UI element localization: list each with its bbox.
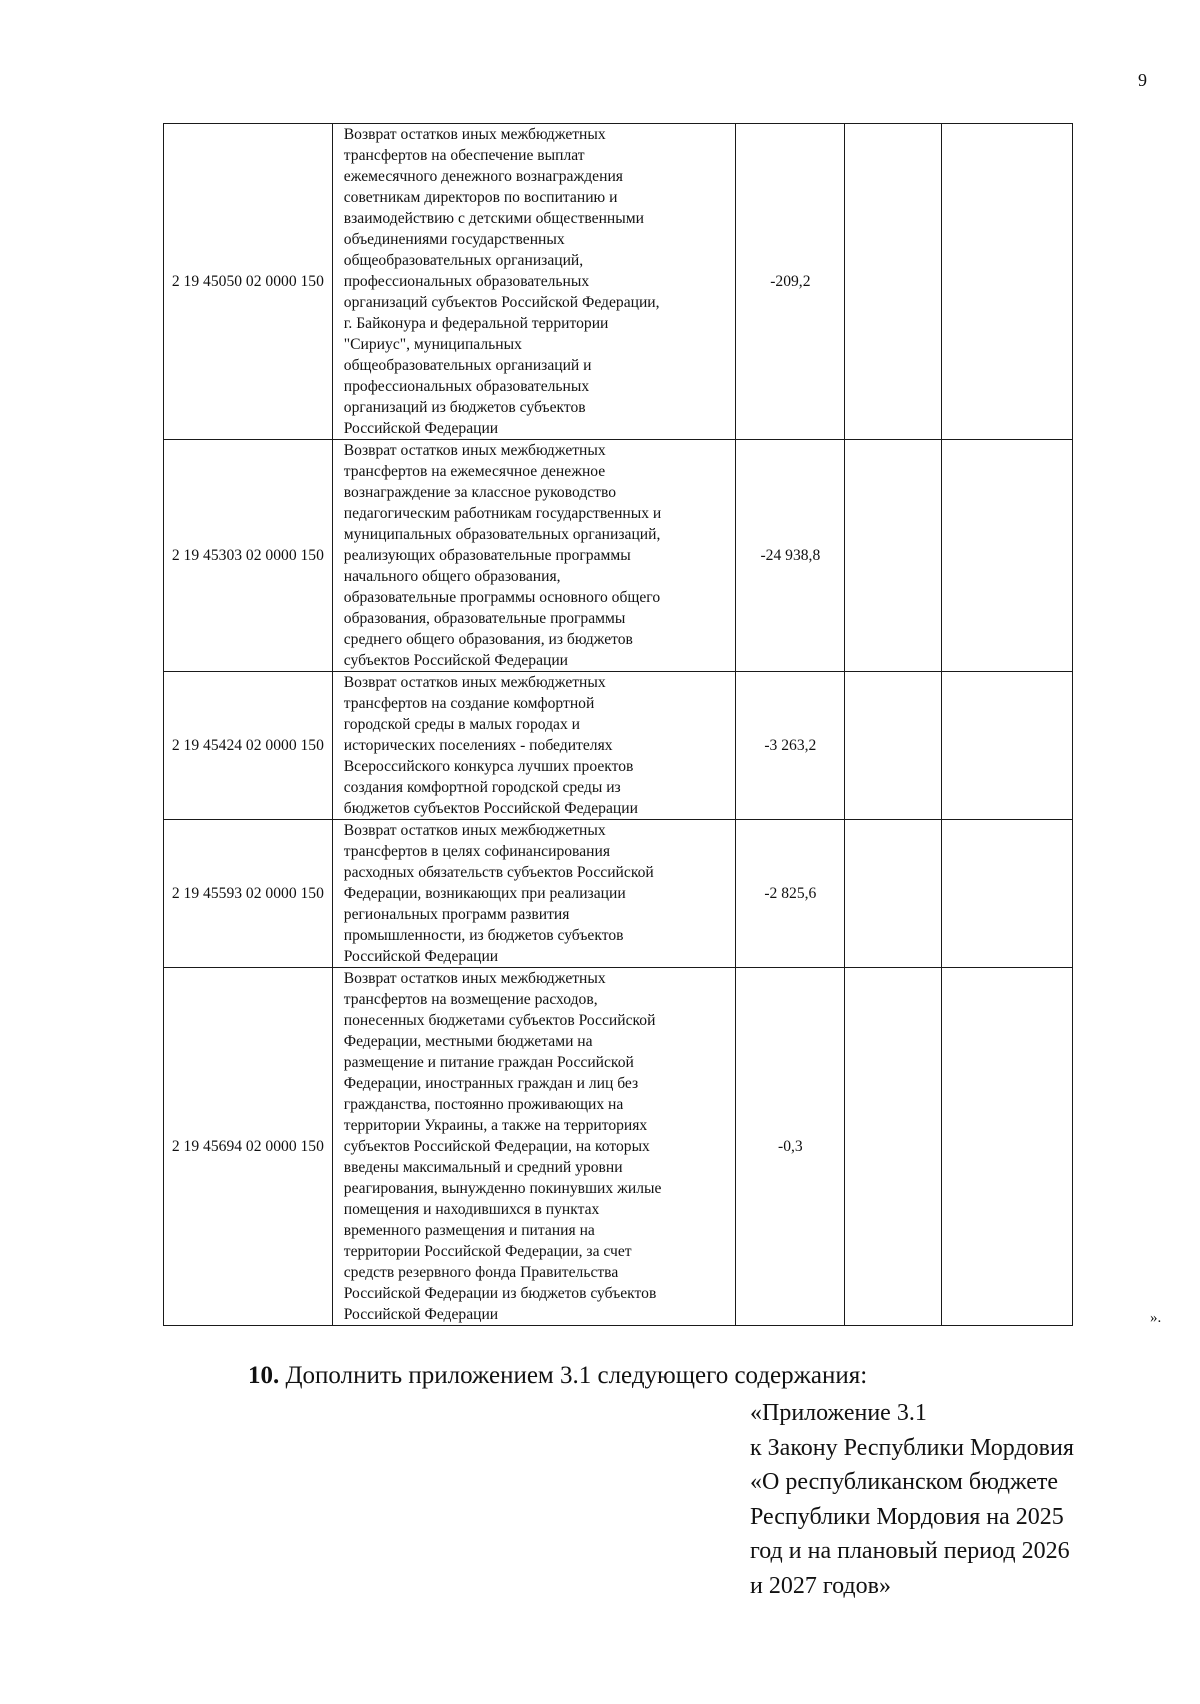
description-line: г. Байконура и федеральной территории [343, 315, 609, 332]
row-empty-cell-2027 [942, 820, 1073, 968]
section-10-heading [248, 1362, 867, 1390]
description-line: Федерации, иностранных граждан и лиц без [343, 1075, 639, 1092]
description-line: трансфертов на обеспечение выплат [343, 147, 585, 164]
appendix-line: «О республиканском бюджете [750, 1469, 1059, 1495]
budget-table [163, 123, 1073, 1326]
description-line: Возврат остатков иных межбюджетных [343, 674, 606, 691]
row-description [332, 968, 736, 1326]
row-code: 2 19 45694 02 0000 150 [164, 968, 333, 1326]
row-description [332, 672, 736, 820]
description-line: субъектов Российской Федерации [343, 652, 569, 669]
row-empty-cell-2027 [942, 672, 1073, 820]
description-line: бюджетов субъектов Российской Федерации [343, 800, 638, 817]
description-line: трансфертов на создание комфортной [343, 695, 595, 712]
appendix-line: «Приложение 3.1 [750, 1400, 927, 1426]
description-line: Российской Федерации [343, 948, 499, 965]
page-number: 9 [1138, 70, 1147, 90]
description-line: Российской Федерации из бюджетов субъектов [343, 1285, 657, 1302]
row-amount: -24 938,8 [736, 440, 845, 672]
budget-table-body [164, 124, 1073, 1326]
description-line: временного размещения и питания на [343, 1222, 595, 1239]
row-description [332, 440, 736, 672]
description-line: трансфертов в целях софинансирования [343, 843, 610, 860]
description-line: понесенных бюджетами субъектов Российской [343, 1012, 656, 1029]
description-line: Российской Федерации [343, 1306, 499, 1323]
row-empty-cell-2027 [942, 440, 1073, 672]
description-line: территории Российской Федерации, за счет [343, 1243, 632, 1260]
description-line: средств резервного фонда Правительства [343, 1264, 619, 1281]
description-line: территории Украины, а также на территориях [343, 1117, 648, 1134]
row-empty-cell-2027 [942, 124, 1073, 440]
description-line: вознаграждение за классное руководство [343, 484, 617, 501]
description-line: помещения и находившихся в пунктах [343, 1201, 600, 1218]
description-line: организаций из бюджетов субъектов [343, 399, 586, 416]
description-line: объединениями государственных [343, 231, 565, 248]
description-line: образования, образовательные программы [343, 610, 626, 627]
description-line: Возврат остатков иных межбюджетных [343, 822, 606, 839]
description-line: Возврат остатков иных межбюджетных [343, 442, 606, 459]
description-line: введены максимальный и средний уровни [343, 1159, 623, 1176]
row-description [332, 820, 736, 968]
description-line: "Сириус", муниципальных [343, 336, 522, 353]
appendix-line: и 2027 годов» [750, 1572, 891, 1599]
row-description [332, 124, 736, 440]
section-number: 10. [248, 1362, 280, 1389]
appendix-line: к Закону Республики Мордовия [750, 1434, 1074, 1461]
description-line: реагирования, вынужденно покинувших жилые [343, 1180, 662, 1197]
section-text: Дополнить приложением 3.1 следующего содержания: [285, 1362, 868, 1389]
row-empty-cell-2026 [845, 672, 942, 820]
row-amount: -3 263,2 [736, 672, 845, 820]
description-line: размещение и питание граждан Российской [343, 1054, 634, 1071]
description-line: исторических поселениях - победителях [343, 737, 613, 754]
row-empty-cell-2026 [845, 124, 942, 440]
description-line: общеобразовательных организаций, [343, 252, 584, 269]
description-line: образовательные программы основного общего [343, 589, 661, 606]
description-line: реализующих образовательные программы [343, 547, 631, 564]
table-row [164, 124, 1073, 440]
table-row [164, 440, 1073, 672]
description-line: промышленности, из бюджетов субъектов [343, 927, 624, 944]
appendix-line: Республики Мордовия на 2025 [750, 1503, 1064, 1530]
description-line: начального общего образования, [343, 568, 561, 585]
description-line: Федерации, возникающих при реализации [343, 885, 626, 902]
description-line: профессиональных образовательных [343, 273, 590, 290]
description-line: трансфертов на возмещение расходов, [343, 991, 598, 1008]
appendix-header [750, 1396, 1074, 1603]
description-line: среднего общего образования, из бюджетов [343, 631, 633, 648]
description-line: субъектов Российской Федерации, на которых [343, 1138, 650, 1155]
description-line: региональных программ развития [343, 906, 570, 923]
row-code: 2 19 45050 02 0000 150 [164, 124, 333, 440]
appendix-line: год и на плановый период 2026 [750, 1538, 1070, 1564]
description-line: городской среды в малых городах и [343, 716, 581, 733]
description-line: трансфертов на ежемесячное денежное [343, 463, 606, 480]
description-line: профессиональных образовательных [343, 378, 590, 395]
description-line: ежемесячного денежного вознаграждения [343, 168, 623, 185]
row-empty-cell-2026 [845, 820, 942, 968]
table-row [164, 672, 1073, 820]
row-code: 2 19 45303 02 0000 150 [164, 440, 333, 672]
closing-quote: ». [1150, 1310, 1162, 1326]
row-amount: -0,3 [736, 968, 845, 1326]
table-row [164, 968, 1073, 1326]
row-amount: -209,2 [736, 124, 845, 440]
description-line: взаимодействию с детскими общественными [343, 210, 644, 227]
description-line: Российской Федерации [343, 420, 499, 437]
row-empty-cell-2026 [845, 968, 942, 1326]
row-code: 2 19 45424 02 0000 150 [164, 672, 333, 820]
table-row [164, 820, 1073, 968]
description-line: организаций субъектов Российской Федерации, [343, 294, 660, 311]
row-empty-cell-2026 [845, 440, 942, 672]
description-line: создания комфортной городской среды из [343, 779, 621, 796]
description-line: Возврат остатков иных межбюджетных [343, 970, 606, 987]
description-line: советникам директоров по воспитанию и [343, 189, 618, 206]
description-line: Возврат остатков иных межбюджетных [343, 126, 606, 143]
description-line: муниципальных образовательных организаций, [343, 526, 661, 543]
row-amount: -2 825,6 [736, 820, 845, 968]
row-empty-cell-2027 [942, 968, 1073, 1326]
description-line: Федерации, местными бюджетами на [343, 1033, 593, 1050]
description-line: педагогическим работникам государственных и [343, 505, 662, 522]
row-code: 2 19 45593 02 0000 150 [164, 820, 333, 968]
description-line: общеобразовательных организаций и [343, 357, 592, 374]
description-line: Всероссийского конкурса лучших проектов [343, 758, 634, 775]
description-line: гражданства, постоянно проживающих на [343, 1096, 624, 1113]
description-line: расходных обязательств субъектов Российской [343, 864, 654, 881]
